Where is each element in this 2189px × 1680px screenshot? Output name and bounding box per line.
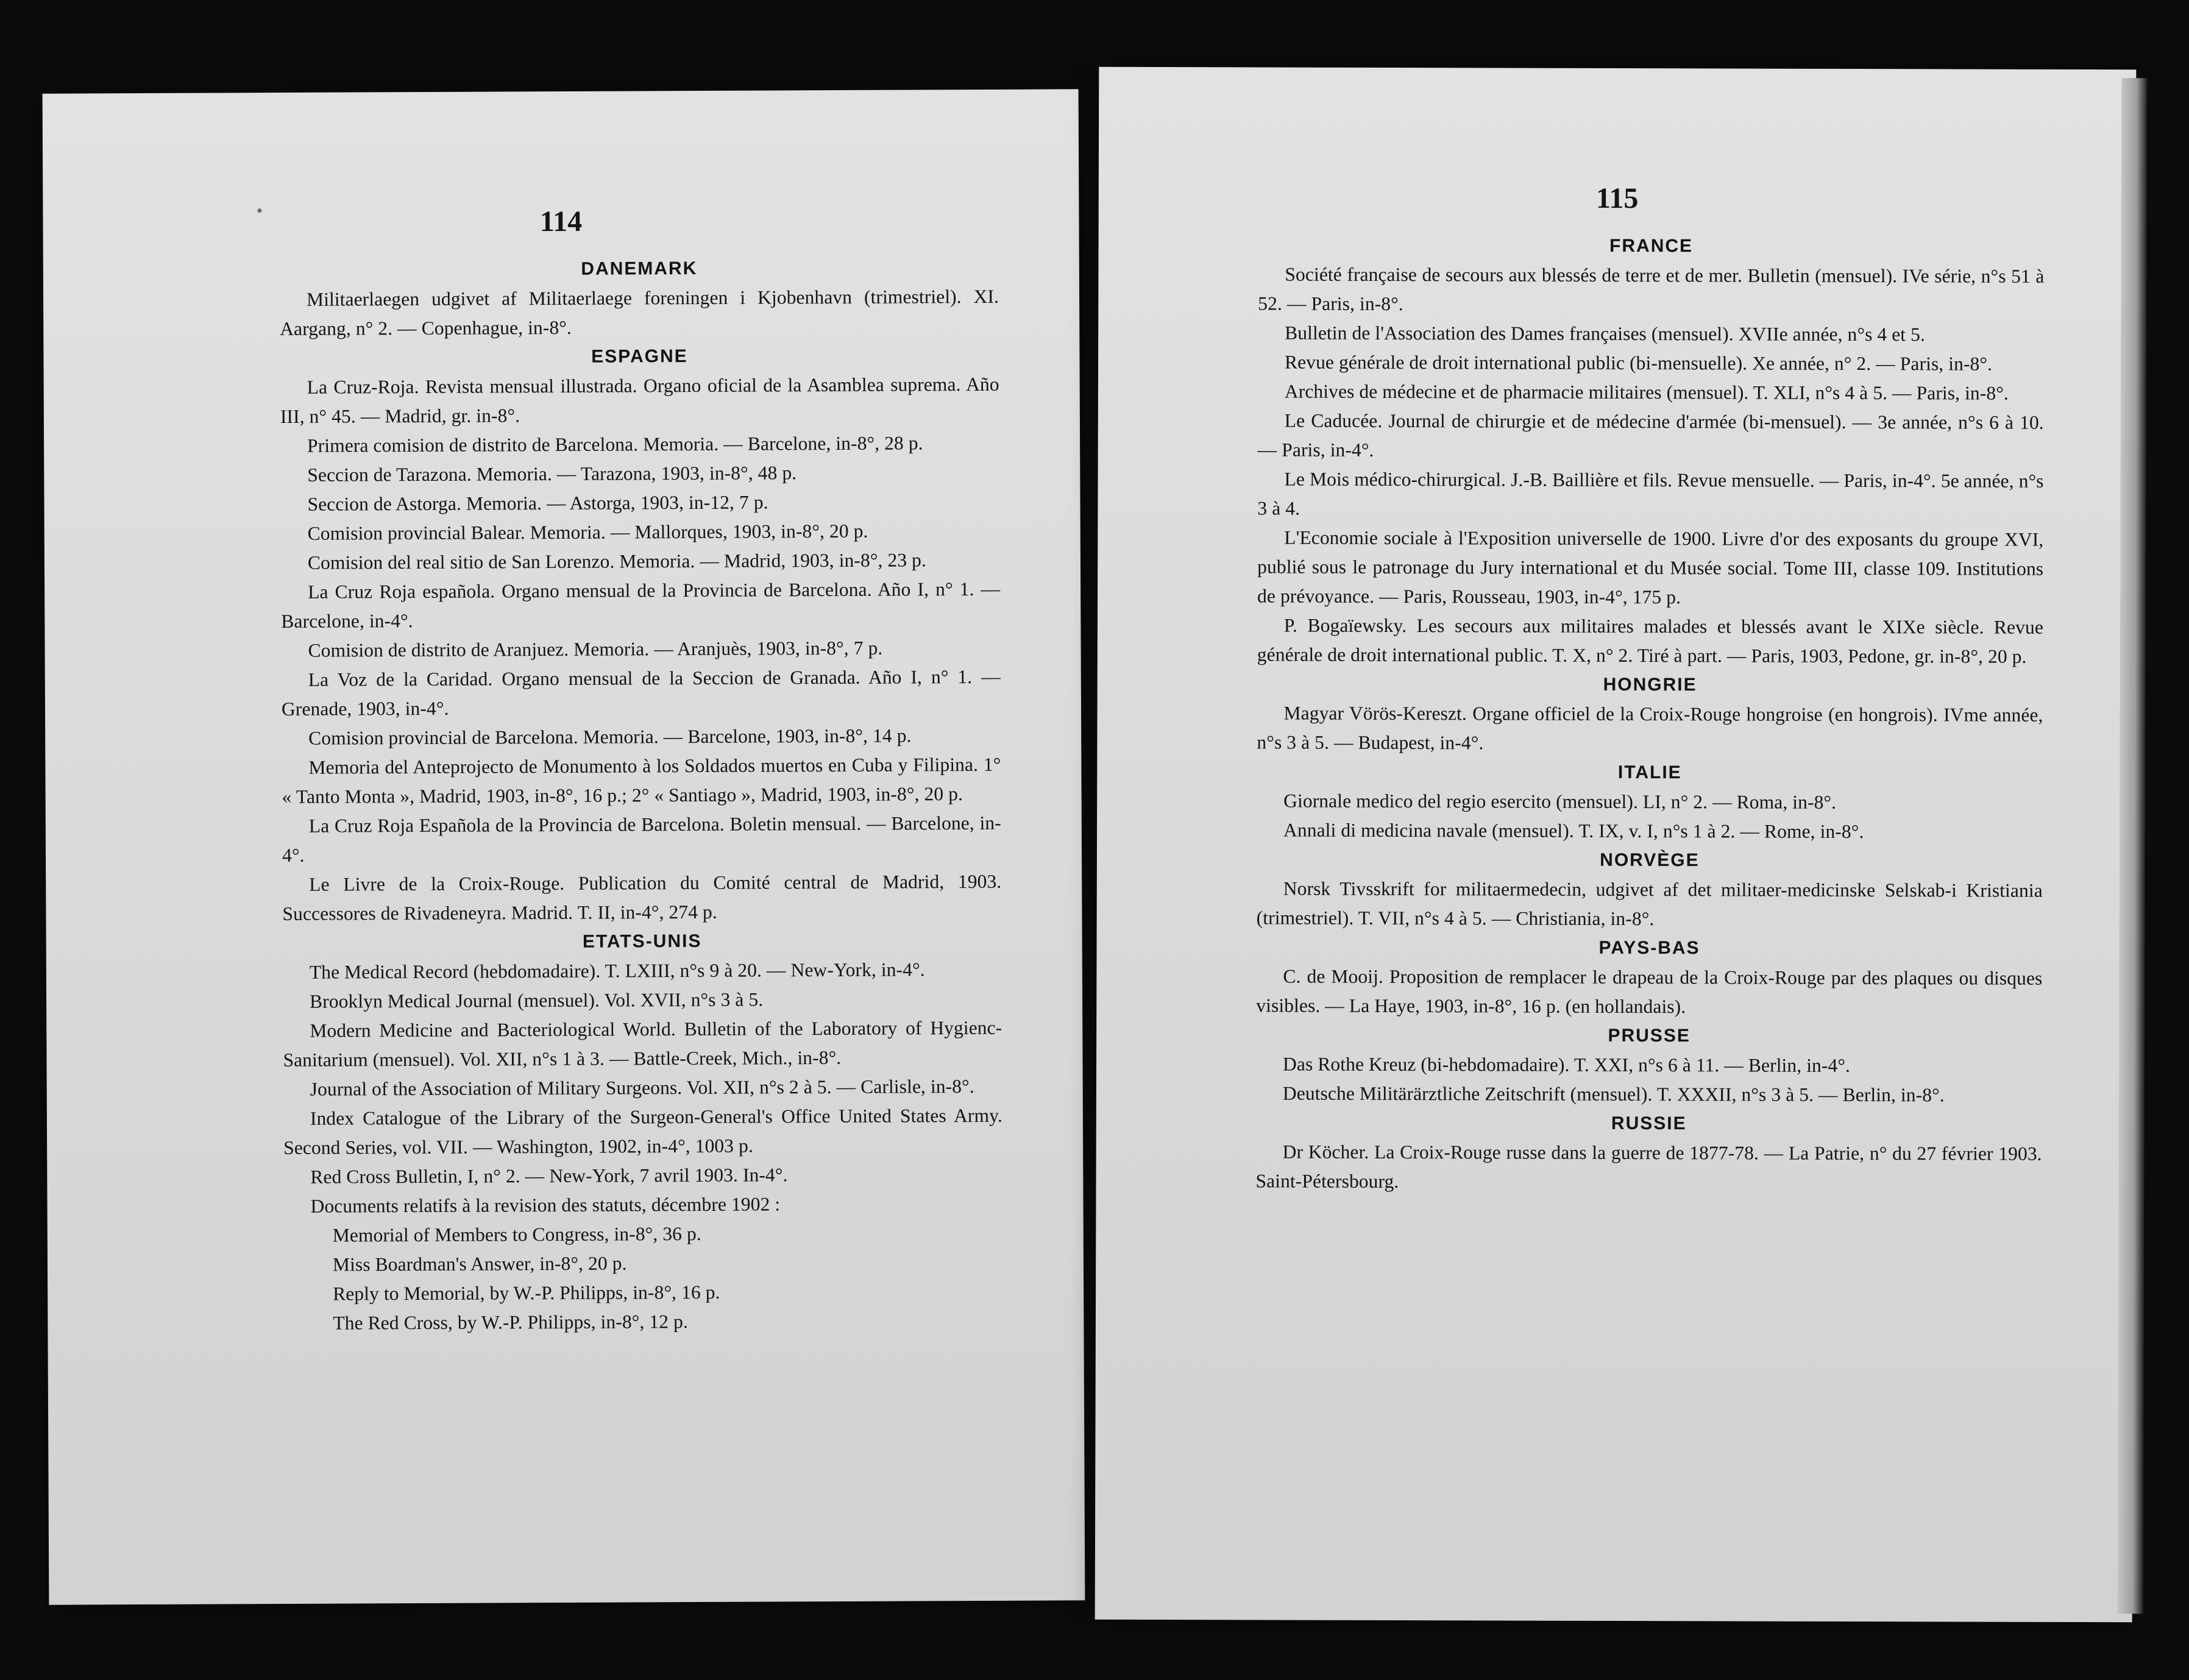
entry: Le Caducée. Journal de chirurgie et de médecine d'armée (bi-mensuel). — 3e année, n°s 6 à 10. — Paris, in-4°.	[1257, 409, 2044, 461]
left-page-content	[43, 252, 1084, 1339]
subentry: Miss Boardman's Answer, in-8°, 20 p.	[332, 1252, 627, 1275]
entry: Militaerlaegen udgivet af Militaerlaege foreningen i Kjobenhavn (trimestriel). XI. Aargang, n° 2. — Copenhague, in-8°.	[280, 285, 999, 340]
entry: Archives de médecine et de pharmacie militaires (mensuel). T. XLI, n°s 4 à 5. — Paris, in-8°.	[1284, 380, 2009, 404]
heading-danemark: DANEMARK	[581, 258, 698, 279]
entry: Documents relatifs à la revision des statuts, décembre 1902 :	[310, 1193, 781, 1217]
entry: Bulletin de l'Association des Dames françaises (mensuel). XVIIe année, n°s 4 et 5.	[1285, 322, 1926, 346]
entry: C. de Mooij. Proposition de remplacer le drapeau de la Croix-Rouge par des plaques ou disques visibles. — La Haye, 1903, in-8°, 16 p. (en hollandais).	[1256, 965, 2043, 1018]
entry: Index Catalogue of the Library of the Surgeon-General's Office United States Army. Second Series, vol. VII. — Washington, 1902, in-4°, 1003 p.	[283, 1104, 1003, 1159]
heading-italie: ITALIE	[1617, 762, 1682, 783]
entry: Comision de distrito de Aranjuez. Memoria. — Aranjuès, 1903, in-8°, 7 p.	[308, 637, 883, 661]
entry: The Medical Record (hebdomadaire). T. LXIII, n°s 9 à 20. — New-York, in-4°.	[309, 959, 925, 983]
heading-prusse: PRUSSE	[1608, 1025, 1691, 1046]
entry: Le Livre de la Croix-Rouge. Publication du Comité central de Madrid, 1903. Successores de Rivadeneyra. Madrid. T. II, in-4°, 274 p.	[282, 870, 1002, 925]
entry: Société française de secours aux blessés de terre et de mer. Bulletin (mensuel). IVe série, n°s 51 à 52. — Paris, in-8°.	[1258, 263, 2045, 315]
heading-pays-bas: PAYS-BAS	[1598, 937, 1700, 959]
entry: Annali di medicina navale (mensuel). T. IX, v. I, n°s 1 à 2. — Rome, in-8°.	[1283, 819, 1864, 843]
entry: Primera comision de distrito de Barcelona. Memoria. — Barcelone, in-8°, 28 p.	[307, 432, 923, 456]
subentry: Memorial of Members to Congress, in-8°, 36 p.	[332, 1223, 701, 1246]
subentry: Reply to Memorial, by W.-P. Philipps, in-8°, 16 p.	[333, 1281, 720, 1305]
page-number-115: 115	[1596, 182, 1639, 215]
heading-norvege: NORVÈGE	[1600, 849, 1700, 871]
entry: Le Mois médico-chirurgical. J.-B. Baillière et fils. Revue mensuelle. — Paris, in-4°. 5e année, n°s 3 à 4.	[1257, 468, 2044, 519]
entry: Brooklyn Medical Journal (mensuel). Vol. XVII, n°s 3 à 5.	[310, 988, 764, 1012]
right-page	[1095, 67, 2137, 1622]
right-page-content	[1096, 230, 2135, 1198]
entry: La Cruz-Roja. Revista mensual illustrada. Organo oficial de la Asamblea suprema. Año III, n° 45. — Madrid, gr. in-8°.	[280, 373, 999, 428]
subentry: The Red Cross, by W.-P. Philipps, in-8°, 12 p.	[333, 1311, 688, 1334]
entry: Red Cross Bulletin, I, n° 2. — New-York, 7 avril 1903. In-4°.	[310, 1164, 788, 1188]
entry: Dr Köcher. La Croix-Rouge russe dans la guerre de 1877-78. — La Patrie, n° du 27 février 1903. Saint-Pétersbourg.	[1255, 1141, 2042, 1193]
entry: La Voz de la Caridad. Organo mensual de la Seccion de Granada. Año I, n° 1. — Grenade, 1903, in-4°.	[281, 665, 1001, 720]
entry: Comision provincial de Barcelona. Memoria. — Barcelone, 1903, in-8°, 14 p.	[308, 725, 912, 749]
entry: Seccion de Astorga. Memoria. — Astorga, 1903, in-12, 7 p.	[307, 491, 768, 515]
heading-russie: RUSSIE	[1611, 1113, 1687, 1134]
entry: Comision provincial Balear. Memoria. — Mallorques, 1903, in-8°, 20 p.	[307, 520, 868, 544]
page-number-114: 114	[539, 205, 583, 238]
entry: Das Rothe Kreuz (bi-hebdomadaire). T. XXI, n°s 6 à 11. — Berlin, in-4°.	[1283, 1053, 1851, 1077]
entry: Deutsche Militärärztliche Zeitschrift (mensuel). T. XXXII, n°s 3 à 5. — Berlin, in-8°.	[1282, 1082, 1945, 1106]
entry: P. Bogaïewsky. Les secours aux militaires malades et blessés avant le XIXe siècle. Revue générale de droit international public. T. X, n° 2. Tiré à part. — Paris, 1903, Pedone, gr. in-8°, 20 p.	[1257, 614, 2043, 667]
entry: Revue générale de droit international public (bi-mensuelle). Xe année, n° 2. — Paris, in-8°.	[1285, 351, 1993, 375]
heading-espagne: ESPAGNE	[591, 346, 688, 367]
left-page	[43, 89, 1085, 1604]
entry: Giornale medico del regio esercito (mensuel). LI, n° 2. — Roma, in-8°.	[1283, 790, 1837, 813]
entry: Journal of the Association of Military Surgeons. Vol. XII, n°s 2 à 5. — Carlisle, in-8°.	[310, 1076, 974, 1100]
entry: Norsk Tivsskrift for militaermedecin, udgivet af det militaer-medicinske Selskab-i Kristiania (trimestriel). T. VII, n°s 4 à 5. — Christiania, in-8°.	[1256, 877, 2043, 930]
entry: Magyar Vörös-Kereszt. Organe officiel de la Croix-Rouge hongroise (en hongrois). IVme année, n°s 3 à 5. — Budapest, in-4°.	[1257, 702, 2043, 754]
entry: Modern Medicine and Bacteriological World. Bulletin of the Laboratory of Hygienc-Sanitarium (mensuel). Vol. XII, n°s 1 à 3. — Battle-Creek, Mich., in-8°.	[283, 1016, 1002, 1071]
heading-etats-unis: ETATS-UNIS	[582, 931, 702, 952]
heading-france: FRANCE	[1609, 235, 1694, 257]
entry: La Cruz Roja española. Organo mensual de la Provincia de Barcelona. Año I, n° 1. — Barcelone, in-4°.	[281, 578, 1001, 633]
heading-hongrie: HONGRIE	[1603, 674, 1697, 695]
ink-speck	[257, 208, 261, 213]
entry: Comision del real sitio de San Lorenzo. Memoria. — Madrid, 1903, in-8°, 23 p.	[307, 549, 927, 573]
entry: Memoria del Anteprojecto de Monumento à los Soldados muertos en Cuba y Filipina. 1° « Tanto Monta », Madrid, 1903, in-8°, 16 p.; 2° « Santiago », Madrid, 1903, in-8°, 20 p.	[282, 753, 1001, 808]
entry: La Cruz Roja Española de la Provincia de Barcelona. Boletin mensual. — Barcelone, in-4°.	[282, 812, 1001, 867]
entry: L'Economie sociale à l'Exposition universelle de 1900. Livre d'or des exposants du groupe XVI, publié sous le patronage du Jury international et du Musée social. Tome III, classe 109. Institutions de prévoyance. — Paris, Rousseau, 1903, in-4°, 175 p.	[1257, 526, 2044, 608]
entry: Seccion de Tarazona. Memoria. — Tarazona, 1903, in-8°, 48 p.	[307, 462, 797, 486]
